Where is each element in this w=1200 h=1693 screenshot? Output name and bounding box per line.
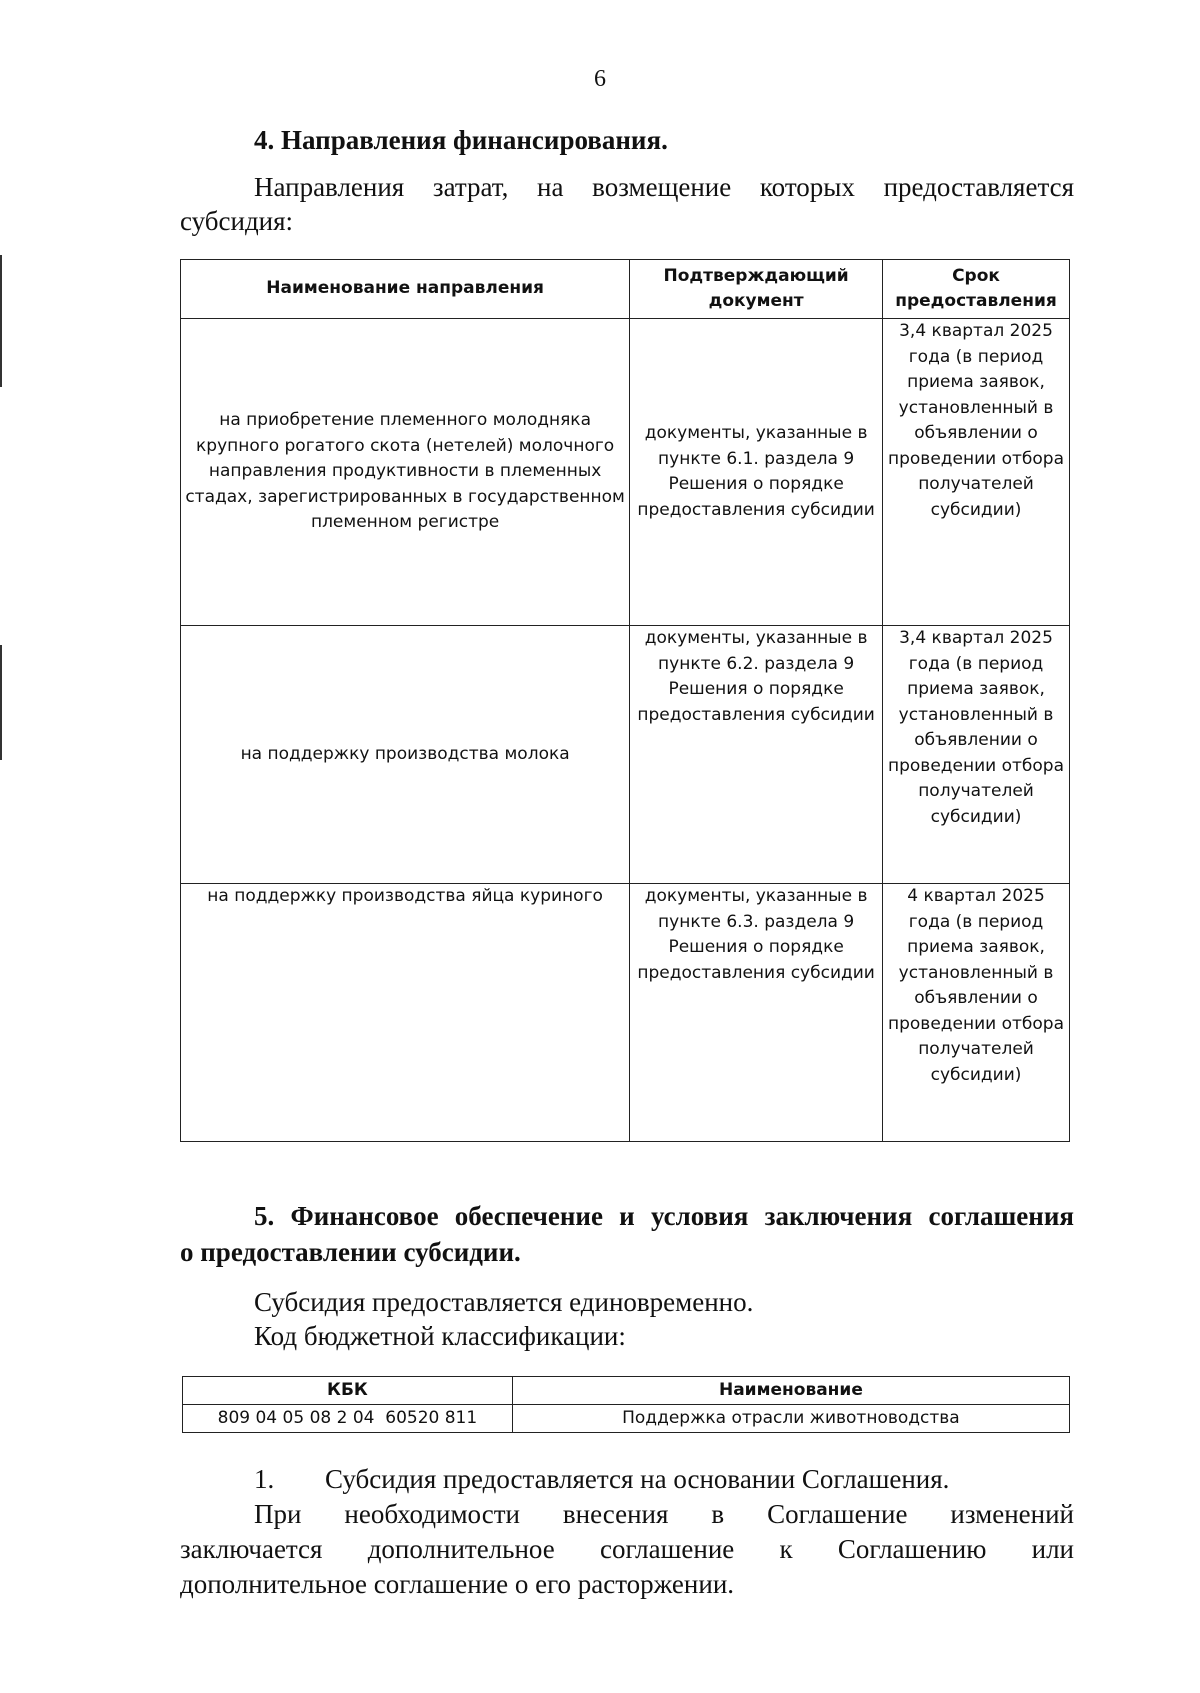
section-5-para: Субсидия предоставляется единовременно.: [254, 1287, 754, 1317]
financing-directions-table: [180, 259, 1070, 1142]
table-row: [181, 319, 1070, 626]
clause-1-line: заключается дополнительное соглашение к Соглашению или: [180, 1534, 1074, 1564]
page-number: 6: [594, 66, 606, 92]
scan-margin-mark: [0, 645, 2, 760]
section-5-heading-cont: о предоставлении субсидии.: [180, 1237, 521, 1267]
scan-margin-mark: [0, 255, 2, 387]
section-4-intro: Направления затрат, на возмещение которых предоставляется: [254, 172, 1074, 202]
column-header-name: Наименование: [512, 1377, 1069, 1405]
direction-cell: на поддержку производства яйца куриного: [181, 884, 630, 1142]
table-row: [183, 1405, 1070, 1433]
name-cell: Поддержка отрасли животноводства: [512, 1405, 1069, 1433]
term-cell: 4 квартал 2025 года (в период приема заявок, установленный в объявлении о проведении отбора получателей субсидии): [883, 884, 1070, 1142]
direction-cell: на поддержку производства молока: [181, 626, 630, 884]
table-header-row: [181, 260, 1070, 319]
kbk-cell: 809 04 05 08 2 04 60520 811: [183, 1405, 513, 1433]
document-cell: документы, указанные в пункте 6.3. раздела 9 Решения о порядке предоставления субсидии: [630, 884, 883, 1142]
table-row: [181, 626, 1070, 884]
term-cell: 3,4 квартал 2025 года (в период приема заявок, установленный в объявлении о проведении отбора получателей субсидии): [883, 626, 1070, 884]
budget-code-table: [182, 1376, 1070, 1433]
term-cell: 3,4 квартал 2025 года (в период приема заявок, установленный в объявлении о проведении отбора получателей субсидии): [883, 319, 1070, 626]
section-4-heading: 4. Направления финансирования.: [254, 125, 668, 155]
clause-1-text: Субсидия предоставляется на основании Соглашения.: [325, 1464, 950, 1494]
column-header-direction: Наименование направления: [181, 260, 630, 319]
table-header-row: [183, 1377, 1070, 1405]
clause-1-line: При необходимости внесения в Соглашение изменений: [254, 1499, 1074, 1529]
document-cell: документы, указанные в пункте 6.1. раздела 9 Решения о порядке предоставления субсидии: [630, 319, 883, 626]
section-5-heading: 5. Финансовое обеспечение и условия заключения соглашения: [254, 1201, 1074, 1231]
direction-cell: на приобретение племенного молодняка крупного рогатого скота (нетелей) молочного направления продуктивности в племенных стадах, зарегистрированных в государственном племенном регистре: [181, 319, 630, 626]
column-header-kbk: КБК: [183, 1377, 513, 1405]
column-header-term: Срок предоставления: [883, 260, 1070, 319]
section-5-para: Код бюджетной классификации:: [254, 1321, 626, 1351]
table-row: [181, 884, 1070, 1142]
section-4-intro-cont: субсидия:: [180, 206, 294, 236]
document-cell: документы, указанные в пункте 6.2. раздела 9 Решения о порядке предоставления субсидии: [630, 626, 883, 884]
column-header-document: Подтверждающий документ: [630, 260, 883, 319]
clause-1-number: 1.: [254, 1464, 275, 1494]
clause-1-line: дополнительное соглашение о его расторжении.: [180, 1569, 735, 1599]
